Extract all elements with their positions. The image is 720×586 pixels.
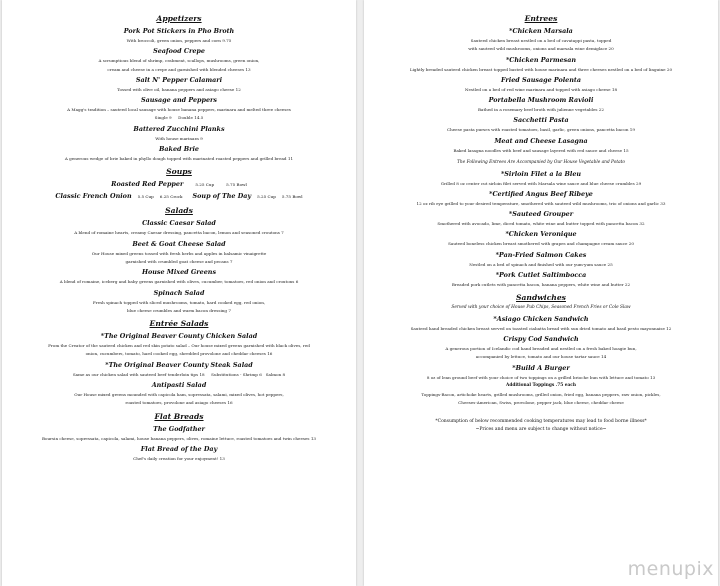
flat-breads-heading: Flat Breads	[154, 411, 204, 421]
item-lasagna: Meat and Cheese Lasagna	[494, 136, 588, 145]
desc-pork-saltimbocca: Breaded pork cutlets with pancetta bacon, banana peppers, white wine and butter 22	[451, 282, 631, 288]
appetizers-heading: Appetizers	[156, 14, 202, 23]
accompanied-note: The Following Entrees Are Accompanied by Our House Vegetable and Potato	[457, 160, 625, 166]
desc-sausage-polenta: Nestled on a bed of red wine marinara and topped with asiago cheese 18	[464, 86, 618, 92]
soup-of-day-name: Soup of The Day	[192, 192, 252, 201]
sandwiches-heading: Sandwiches	[516, 293, 566, 303]
prices-notice: ~Prices and menu are subject to change without notice~	[475, 427, 607, 433]
item-ribeye: *Certified Angus Beef Ribeye	[489, 189, 593, 198]
soup-french-onion-cup: 5.5 Cup	[137, 194, 154, 200]
desc-baked-brie: A generous wedge of brie baked in phyllo dough topped with marinated roasted peppers and grilled bread 11	[64, 156, 294, 162]
soups-heading: Soups	[166, 167, 192, 177]
item-beaver-steak: *The Original Beaver County Steak Salad	[105, 360, 253, 369]
item-beaver-chicken: *The Original Beaver County Chicken Salad	[100, 332, 258, 341]
item-zucchini: Battered Zucchini Planks	[133, 124, 225, 133]
desc-cod-sandwich-1: A generous portion of Icelandic cod hand breaded and nestled on a fresh baked hoagie bun,	[445, 346, 637, 352]
item-salmon-cakes: *Pan-Fried Salmon Cakes	[495, 250, 587, 259]
soup-roasted-red-bowl: 5.75 Bowl	[226, 182, 247, 188]
desc-beaver-chicken-1: From the Creator of the sauteed chicken and red skin potato salad – Our house mixed greens garnished with black olives, red	[48, 343, 310, 349]
desc-seafood-crepe-1: A scrumptious blend of shrimp, crabmeat, scallops, mushrooms, green onion,	[98, 58, 260, 64]
desc-sacchetti: Cheese pasta purses with roasted tomatoes, basil, garlic, green onions, pancetta bacon 19	[446, 127, 636, 133]
desc-grouper: Smothered with avocado, lime, diced tomato, white wine and butter topped with pancetta bacon 32	[437, 221, 645, 227]
desc-salmon-cakes: Nestled on a bed of spinach and finished with our yum-yum sauce 25	[469, 261, 613, 267]
menupix-watermark: menupix	[627, 558, 714, 580]
item-spinach: Spinach Salad	[153, 288, 205, 297]
item-chicken-parmesan: *Chicken Parmesan	[505, 55, 577, 64]
soup-of-day-bowl: 5.75 Bowl	[281, 194, 303, 200]
toppings-list: Toppings-Bacon, artichoke hearts, grilled mushrooms, grilled onion, fried egg, banana peppers, raw onion, pickles,	[421, 391, 661, 397]
desc-beet-goat-1: Our House mixed greens tossed with fresh herbs and apples in balsamic vinaigrette	[91, 250, 267, 256]
entrees-heading: Entrees	[524, 14, 558, 23]
desc-antipasti-2: roasted tomatoes, provolone and asiago cheeses 16	[125, 400, 233, 406]
desc-build-burger: 8 oz of lean ground beef with your choice of two toppings on a grilled brioche bun with lettuce and tomato 13	[426, 374, 656, 380]
item-chicken-marsala: *Chicken Marsala	[509, 27, 573, 35]
additional-toppings-label: Additional Toppings .75 each	[506, 383, 576, 389]
desc-beaver-chicken-2: onion, cucumbers, tomato, hard cooked egg, shredded provolone and cheddar cheeses 16	[85, 351, 273, 357]
soup-french-onion-name: Classic French Onion	[55, 192, 132, 201]
item-flat-bread-day: Flat Bread of the Day	[140, 444, 218, 453]
soup-of-day-cup: 5.25 Cup	[257, 194, 276, 200]
item-sacchetti: Sacchetti Pasta	[513, 116, 569, 125]
desc-chicken-marsala-2: with sauteed wild mushrooms, onions and marsala wine demiglace 20	[468, 46, 614, 52]
item-pork-saltimbocca: *Pork Cutlet Saltimbocca	[495, 271, 587, 280]
item-sirloin: *Sirloin Filet a la Bleu	[500, 169, 582, 178]
menu-page-left	[2, 0, 356, 586]
desc-lasagna: Baked lasagna noodles with beef and sausage layered with red sauce and cheese 15	[453, 147, 629, 153]
item-calamari: Salt N' Pepper Calamari	[135, 75, 223, 84]
item-sausage-polenta: Fried Sausage Polenta	[500, 75, 581, 84]
item-grouper: *Sauteed Grouper	[508, 210, 574, 219]
desc-godfather: Boursin cheese, sopressata, capicola, salami, house banana peppers, olives, romaine lettuce, roasted tomatoes and twin cheeses 13	[41, 435, 317, 441]
item-baked-brie: Baked Brie	[159, 145, 199, 154]
item-chicken-veronique: *Chicken Veronique	[505, 230, 577, 239]
soup-french-onion-crock: 6.25 Crock	[159, 194, 183, 200]
sandwich-sides-note: Served with your choice of House Pub Chips, Seasoned French Fries or Cole Slaw	[451, 305, 631, 311]
entree-salads-heading: Entrée Salads	[149, 319, 209, 329]
desc-sausage-peppers-2: Single 9 Double 14.5	[154, 115, 204, 121]
desc-calamari: Tossed with olive oil, banana peppers and asiago cheese 12	[117, 86, 241, 92]
desc-chicken-marsala-1: Sauteed chicken breast nestled on a bed of cavatappi pasta, topped	[470, 38, 612, 43]
item-antipasti: Antipasti Salad	[151, 381, 207, 390]
soup-roasted-red-cup: 5.25 Cup	[195, 182, 215, 188]
soup-second-row	[2, 192, 356, 201]
desc-asiago-chicken: Sauteed hand breaded chicken breast served on toasted ciabatta bread with sun dried tomato and basil pesto mayonnaise 12	[410, 325, 672, 331]
desc-antipasti-1: Our House mixed greens mounded with capicola ham, sopressata, salami, mixed olives, hot peppers,	[74, 392, 284, 398]
desc-mushroom-ravioli: Bathed in a rosemary beef broth with julienne vegetables 22	[478, 107, 604, 113]
menu-page-right	[364, 0, 718, 586]
cheese-list: Cheeses-American, Swiss, provolone, pepper jack, blue cheese, cheddar cheese	[458, 399, 624, 405]
soup-roasted-red-name: Roasted Red Pepper	[111, 180, 184, 189]
desc-chicken-parmesan: Lightly breaded sauteed chicken breast topped basted with house marinara and three cheeses nestled on a bed of linguine 20	[409, 66, 673, 72]
desc-caesar: A blend of romaine hearts, creamy Caesar dressing, pancetta bacon, lemon and seasoned croutons 7	[74, 230, 284, 236]
item-build-burger: *Build A Burger	[512, 363, 570, 372]
desc-sausage-peppers-1: A Magg's tradition – sauteed local sausage with house banana peppers, marinara and melted three cheeses	[67, 107, 291, 113]
item-house-greens: House Mixed Greens	[141, 268, 217, 277]
desc-flat-bread-day: Chef's daily creation for your enjoyment! 13	[133, 455, 225, 461]
item-godfather: The Godfather	[153, 424, 205, 433]
desc-house-greens: A blend of romaine, iceberg and baby greens garnished with olives, cucumber, tomatoes, red onion and croutons 6	[59, 279, 299, 285]
desc-seafood-crepe-2: cream and cheese in a crepe and garnished with blended cheeses 13	[107, 66, 251, 72]
soup-of-day-group	[193, 192, 303, 201]
item-asiago-chicken: *Asiago Chicken Sandwich	[493, 314, 589, 323]
desc-spinach-2: blue cheese crumbles and warm bacon dressing 7	[127, 307, 231, 313]
soup-roasted-red-row	[2, 180, 356, 189]
item-seafood-crepe: Seafood Crepe	[153, 47, 205, 56]
item-beet-goat: Beet & Goat Cheese Salad	[132, 239, 226, 248]
salads-heading: Salads	[165, 206, 193, 216]
item-cod-sandwich: Crispy Cod Sandwich	[503, 335, 579, 344]
item-mushroom-ravioli: Portabella Mushroom Ravioli	[488, 96, 594, 105]
desc-cod-sandwich-2: accompanied by lettuce, tomato and our house tartar sauce 14	[475, 354, 607, 360]
desc-beaver-steak: Same as our chicken salad with sauteed beef tenderloin tips 18 Substitutions - Shrimp 6 Salmon 8	[72, 371, 286, 377]
consumption-warning: *Consumption of below recommended cooking temperatures may lead to food borne illness*	[435, 419, 647, 425]
item-pork-pot-stickers: Pork Pot Stickers in Pho Broth	[123, 27, 235, 35]
soup-french-onion-group	[55, 192, 182, 201]
desc-zucchini: With house marinara 9	[155, 135, 203, 141]
desc-chicken-veronique: Sauteed boneless chicken breast smothered with grapes and champagne cream sauce 20	[448, 241, 634, 247]
desc-spinach-1: Fresh spinach topped with sliced mushrooms, tomato, hard cooked egg, red onion,	[92, 299, 266, 305]
item-sausage-peppers: Sausage and Peppers	[140, 96, 218, 105]
desc-pork-pot-stickers: With broccoli, green onion, peppers and corn 9.75	[126, 38, 232, 43]
desc-sirloin: Grilled 8 oz center cut sirloin filet served with Marsala wine sauce and blue cheese crumbles 29	[440, 180, 642, 186]
right-content	[364, 12, 718, 433]
desc-beet-goat-2: garnished with crumbled goat cheese and pecans 7	[125, 258, 233, 264]
item-caesar: Classic Caesar Salad	[142, 219, 216, 228]
left-content	[2, 12, 356, 462]
desc-ribeye: 12 oz rib eye grilled to your desired temperature, smothered with sauteed wild mushrooms, trio of onions and garlic 33	[416, 200, 666, 206]
